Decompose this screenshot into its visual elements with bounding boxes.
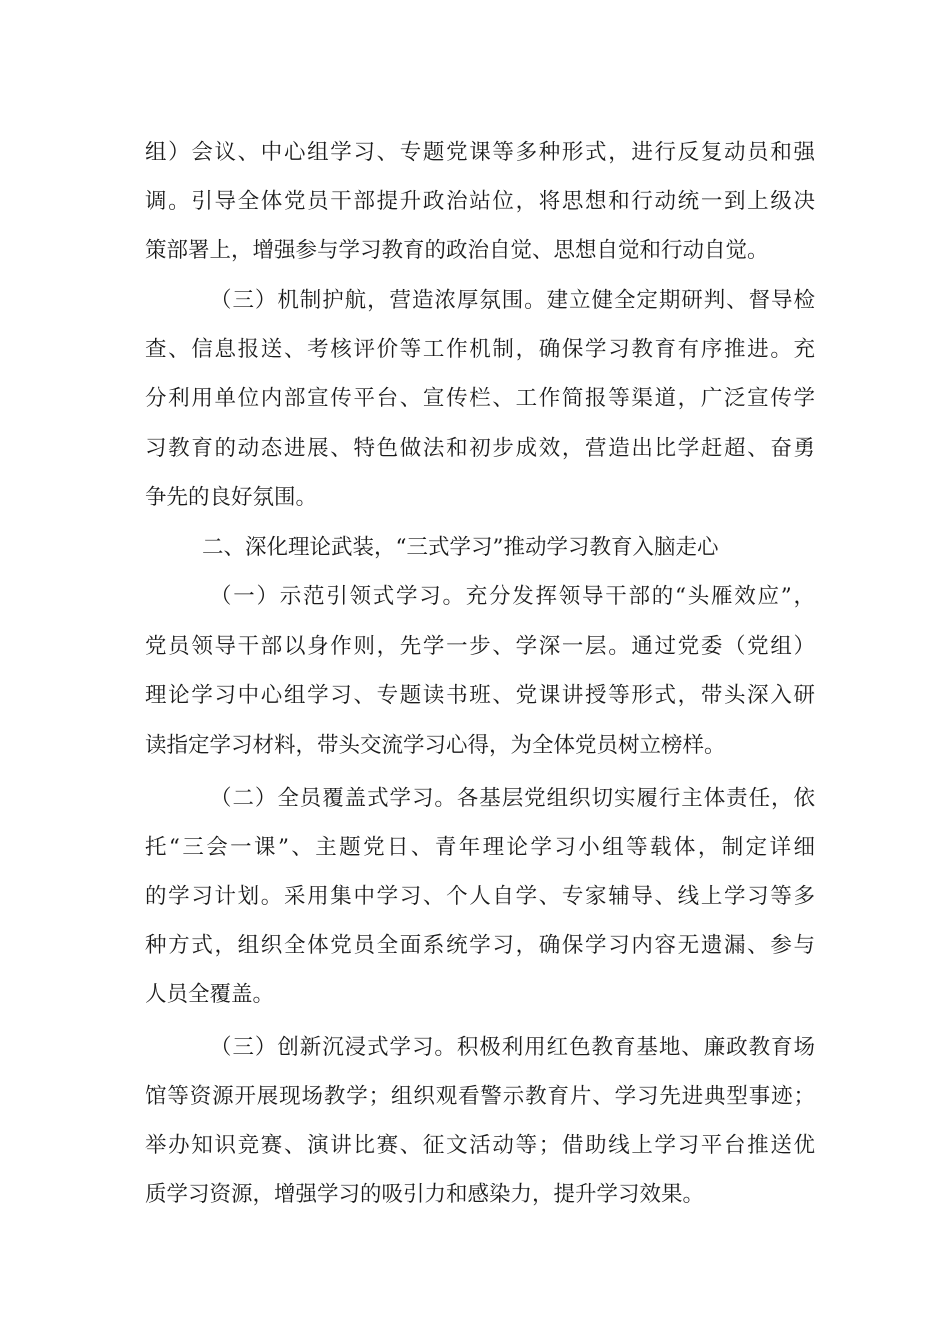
- text-line: 组）会议、中心组学习、专题党课等多种形式，进行反复动员和强: [145, 140, 815, 165]
- text-line: （三）创新沉浸式学习。积极利用红色教育基地、廉政教育场: [210, 1035, 815, 1060]
- section-heading: 二、深化理论武装，“三式学习”推动学习教育入脑走心: [202, 535, 719, 560]
- text-line: 馆等资源开展现场教学；组织观看警示教育片、学习先进典型事迹；: [145, 1084, 815, 1109]
- text-line: （一）示范引领式学习。充分发挥领导干部的“头雁效应”，: [210, 584, 815, 609]
- text-line: 种方式，组织全体党员全面系统学习，确保学习内容无遗漏、参与: [145, 933, 815, 958]
- text-line: 人员全覆盖。: [145, 982, 275, 1007]
- text-line: 读指定学习材料，带头交流学习心得，为全体党员树立榜样。: [145, 733, 726, 758]
- text-line: 的学习计划。采用集中学习、个人自学、专家辅导、线上学习等多: [145, 884, 815, 909]
- text-line: 调。引导全体党员干部提升政治站位，将思想和行动统一到上级决: [145, 189, 815, 214]
- text-line: 质学习资源，增强学习的吸引力和感染力，提升学习效果。: [145, 1182, 705, 1207]
- text-line: 习教育的动态进展、特色做法和初步成效，营造出比学赶超、奋勇: [145, 436, 815, 461]
- text-line: （三）机制护航，营造浓厚氛围。建立健全定期研判、督导检: [210, 288, 815, 313]
- text-line: （二）全员覆盖式学习。各基层党组织切实履行主体责任，依: [210, 786, 815, 811]
- text-line: 党员领导干部以身作则，先学一步、学深一层。通过党委（党组）: [145, 634, 815, 659]
- text-line: 举办知识竞赛、演讲比赛、征文活动等；借助线上学习平台推送优: [145, 1133, 815, 1158]
- text-line: 争先的良好氛围。: [145, 485, 318, 510]
- text-line: 策部署上，增强参与学习教育的政治自觉、思想自觉和行动自觉。: [145, 238, 769, 263]
- text-line: 分利用单位内部宣传平台、宣传栏、工作简报等渠道，广泛宣传学: [145, 386, 815, 411]
- text-line: 理论学习中心组学习、专题读书班、党课讲授等形式，带头深入研: [145, 683, 815, 708]
- text-line: 托“三会一课”、主题党日、青年理论学习小组等载体，制定详细: [145, 835, 815, 860]
- text-line: 查、信息报送、考核评价等工作机制，确保学习教育有序推进。充: [145, 337, 815, 362]
